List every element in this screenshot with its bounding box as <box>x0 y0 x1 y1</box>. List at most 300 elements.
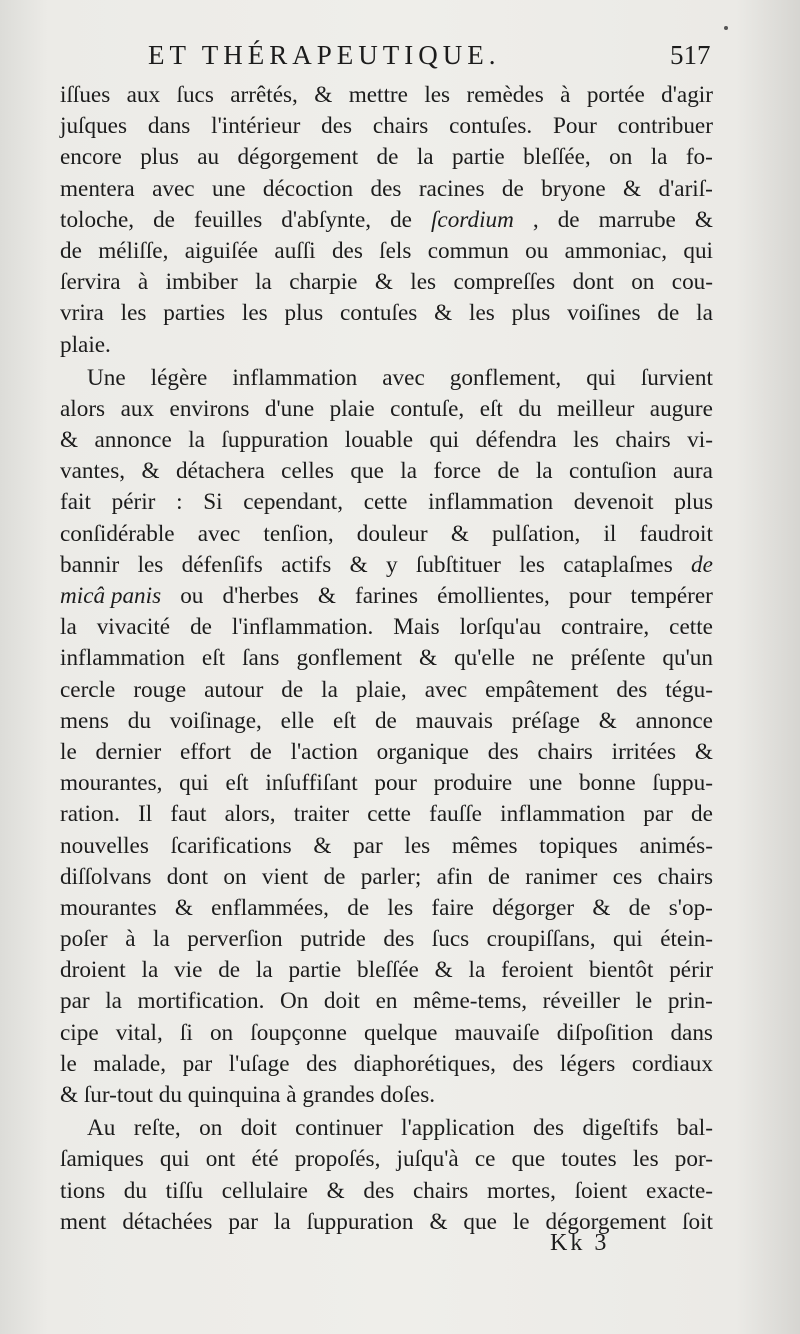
word: Si <box>203 489 223 516</box>
word: les <box>241 300 268 327</box>
word: pour <box>374 770 417 797</box>
word: l'inflammation. <box>231 614 374 641</box>
word: la <box>400 458 418 485</box>
word: des <box>616 676 648 703</box>
word: contuſe, <box>390 395 465 422</box>
word: iſſues <box>60 82 111 108</box>
word: du <box>127 707 151 734</box>
word: encore <box>60 144 122 171</box>
word: détachées <box>122 1208 213 1235</box>
word: étein- <box>660 926 713 953</box>
word: doſes. <box>380 1082 436 1108</box>
word: défendra <box>475 427 557 454</box>
word: tempérer <box>630 583 713 609</box>
word: auſſi <box>274 237 316 264</box>
word: cette <box>363 489 408 516</box>
word: celles <box>281 458 334 485</box>
word: & <box>623 175 642 202</box>
word: plaie <box>329 395 375 422</box>
word: doit <box>323 988 360 1015</box>
word: ſur-tout <box>83 1082 153 1108</box>
word: avec <box>424 676 468 703</box>
word: les <box>573 427 599 454</box>
word: il <box>603 520 617 547</box>
word: été <box>251 1146 279 1173</box>
word: devenoit <box>573 489 654 516</box>
word: contuſion <box>568 458 657 485</box>
word: qu'un <box>662 645 713 672</box>
word: des <box>370 175 402 202</box>
word: douleur <box>356 520 428 547</box>
word: force <box>433 458 482 485</box>
word: bryone <box>541 175 606 202</box>
word: dans <box>147 113 191 140</box>
word: chairs <box>412 1177 469 1204</box>
word: & <box>694 738 713 765</box>
word: pulſation, <box>492 520 581 547</box>
word: en <box>375 988 398 1015</box>
italic-term: micâ panis <box>60 583 162 609</box>
word: d'ariſ- <box>658 175 713 202</box>
word: à <box>137 269 149 296</box>
word: faudroit <box>639 520 713 547</box>
word: on <box>209 1019 234 1046</box>
word: cependant, <box>243 489 344 516</box>
text-line <box>60 363 713 394</box>
word: ſuppuration <box>306 1208 414 1235</box>
word: partie <box>288 957 342 984</box>
word: qui <box>586 364 616 391</box>
word: marrube <box>598 206 676 233</box>
word: les <box>424 82 451 108</box>
word: Au <box>87 1115 116 1142</box>
word: plus <box>674 489 713 516</box>
word: une <box>528 770 563 797</box>
word: de <box>281 676 304 703</box>
word: nouvelles <box>60 832 149 859</box>
word: ſels <box>379 237 412 264</box>
word: & <box>60 427 79 454</box>
text-line <box>60 1144 713 1175</box>
word: imbiber <box>165 269 238 296</box>
page-header <box>0 40 800 80</box>
word: de <box>374 707 397 734</box>
word: émollientes, <box>437 583 550 609</box>
word: aux <box>126 82 161 108</box>
word: des <box>321 113 353 140</box>
word: à <box>286 1082 297 1108</box>
word: compreſſes <box>453 269 556 296</box>
word: & <box>313 832 332 859</box>
word: des <box>533 1115 565 1142</box>
word: détachera <box>175 458 265 485</box>
word: dans <box>670 1019 713 1046</box>
word: cordiaux <box>631 1050 713 1077</box>
word: ration. <box>60 801 120 828</box>
word: plaie. <box>60 331 111 358</box>
word: juſqu'à <box>396 1146 459 1173</box>
word: par <box>643 801 673 828</box>
text-line <box>60 456 713 487</box>
word: la <box>255 269 272 296</box>
text-line <box>60 1113 713 1144</box>
word: inſuffiſant <box>265 770 358 797</box>
word: & <box>326 1177 345 1204</box>
word: dernier <box>95 738 162 765</box>
word: le <box>635 988 653 1015</box>
word: de <box>691 801 713 828</box>
word: vital, <box>115 1019 163 1046</box>
text-line <box>60 675 713 706</box>
word: ces <box>612 863 643 890</box>
word: dont <box>166 863 209 890</box>
word: ce <box>474 1146 496 1173</box>
word: & <box>349 551 368 578</box>
text-line <box>60 643 713 674</box>
text-line <box>60 80 713 111</box>
text-line <box>60 236 713 267</box>
word: aux <box>120 395 155 422</box>
word: pour <box>568 583 612 609</box>
word: légère <box>150 364 208 391</box>
text-line <box>60 519 713 550</box>
word: des <box>363 1177 395 1204</box>
text-line <box>60 986 713 1017</box>
word: dégorger <box>492 894 575 921</box>
word: exacte- <box>646 1177 713 1204</box>
word: même-tems, <box>413 988 528 1015</box>
word: meilleur <box>557 395 635 422</box>
word: de <box>657 300 680 327</box>
word: de <box>501 175 524 202</box>
word: chairs <box>615 427 671 454</box>
word: ſucs <box>176 82 214 108</box>
word: diſpoſition <box>556 1019 654 1046</box>
word: ranimer <box>525 863 598 890</box>
word: tégu- <box>665 676 713 703</box>
word: qui <box>613 926 643 953</box>
word: chairs <box>372 113 429 140</box>
word: de <box>323 863 346 890</box>
word: par <box>182 1050 213 1077</box>
word: mêmes <box>451 832 518 859</box>
text-line <box>60 955 713 986</box>
word: lorſqu'au <box>459 614 542 641</box>
word: plaie, <box>355 676 407 703</box>
word: toloche, <box>60 206 135 233</box>
word: chairs <box>537 738 593 765</box>
text-line <box>60 142 713 173</box>
word: les <box>469 300 495 327</box>
word: inflammation <box>500 801 626 828</box>
word: d'abſynte, <box>281 206 372 233</box>
word: de <box>488 863 510 890</box>
paragraph <box>60 80 713 361</box>
word: : <box>176 489 183 516</box>
word: prin- <box>667 988 713 1015</box>
text-line <box>60 924 713 955</box>
word: de <box>390 206 412 233</box>
word: plus <box>511 300 551 327</box>
word: mortes, <box>486 1177 556 1204</box>
text-line <box>60 1049 713 1080</box>
text-line <box>60 111 713 142</box>
word: bonne <box>579 770 636 797</box>
word: bleſſée, <box>523 144 591 171</box>
text-line <box>60 1018 713 1049</box>
word: parties <box>163 300 226 327</box>
word: y <box>385 551 398 578</box>
word: la <box>141 957 159 984</box>
word: grandes <box>302 1082 375 1108</box>
word: qui <box>179 770 209 797</box>
word: de <box>628 894 651 921</box>
word: les <box>387 894 414 921</box>
text-line <box>60 394 713 425</box>
word: afin <box>436 863 473 890</box>
word: Il <box>138 801 153 828</box>
text-line <box>60 1176 713 1207</box>
word: empâtement <box>485 676 599 703</box>
word: qui <box>683 237 713 264</box>
text-line <box>60 425 713 456</box>
word: commun <box>427 237 509 264</box>
word: voiſines <box>567 300 641 327</box>
word: les <box>519 551 545 578</box>
word: tions <box>60 1177 106 1204</box>
text-line <box>60 893 713 924</box>
word: & <box>174 894 193 921</box>
word: on <box>199 1115 223 1142</box>
word: cellulaire <box>221 1177 308 1204</box>
word: la <box>60 614 77 641</box>
word: quinquina <box>187 1082 281 1108</box>
word: ſuppu- <box>652 770 713 797</box>
word: le <box>60 738 77 765</box>
text-line <box>60 799 713 830</box>
text-line <box>60 487 713 518</box>
word: avec <box>197 520 241 547</box>
word: parler; <box>360 863 422 890</box>
word: & <box>434 957 453 984</box>
word: poſer <box>60 926 108 953</box>
word: ſuppuration <box>221 427 329 454</box>
word: & <box>317 583 336 609</box>
word: actifs <box>281 551 332 578</box>
word: louable <box>344 427 414 454</box>
word: alors <box>60 395 106 422</box>
text-line <box>60 831 713 862</box>
text-line <box>60 581 713 612</box>
word: voiſinage, <box>169 707 262 734</box>
word: irritées <box>611 738 677 765</box>
ink-speck <box>724 26 728 30</box>
text-line <box>60 706 713 737</box>
word: eſt <box>479 395 503 422</box>
word: que <box>350 458 384 485</box>
word: des <box>383 926 415 953</box>
word: l'application <box>401 1115 515 1142</box>
word: portée <box>586 82 645 108</box>
word: la <box>468 957 486 984</box>
word: continuer <box>295 1115 383 1142</box>
word: du <box>123 1177 147 1204</box>
word: putride <box>300 926 366 953</box>
word: des <box>512 1050 544 1077</box>
word: racines <box>418 175 485 202</box>
word: des <box>306 1050 338 1077</box>
word: vi- <box>687 427 713 454</box>
word: ſoient <box>574 1177 628 1204</box>
word: plus <box>140 144 179 171</box>
word: inflammation <box>428 489 554 516</box>
word: au <box>197 144 220 171</box>
word: de <box>497 458 520 485</box>
word: fait <box>60 489 91 516</box>
word: & <box>434 300 453 327</box>
word: ſurvient <box>640 364 713 391</box>
word: mens <box>60 707 109 734</box>
word: ou <box>180 583 204 609</box>
word: gonflement, <box>449 364 562 391</box>
text-line <box>60 267 713 298</box>
word: effort <box>180 738 232 765</box>
word: périr <box>111 489 156 516</box>
word: & <box>429 1208 448 1235</box>
word: qui <box>159 1146 190 1173</box>
word: diſſolvans <box>60 863 152 890</box>
word: & <box>450 520 469 547</box>
word: cette <box>367 801 411 828</box>
word: à <box>125 926 136 953</box>
word: qui <box>429 427 460 454</box>
word: faire <box>431 894 474 921</box>
word: chairs <box>657 863 713 890</box>
word: & <box>314 82 333 108</box>
body-text <box>60 80 713 1238</box>
word: de <box>190 614 212 641</box>
word: mettre <box>348 82 408 108</box>
word: ſervira <box>60 269 121 296</box>
word: on <box>631 269 655 296</box>
word: la <box>650 144 668 171</box>
word: par <box>60 988 90 1015</box>
word: la <box>105 988 122 1015</box>
word: faut <box>170 801 207 828</box>
word: vantes, <box>60 458 126 485</box>
word: l'intérieur <box>211 113 301 140</box>
text-line <box>60 550 713 581</box>
word: s'op- <box>668 894 713 921</box>
word: mourantes, <box>60 770 163 797</box>
signature-mark: Kk 3 <box>550 1230 610 1256</box>
word: croupiſſans, <box>486 926 596 953</box>
running-head: ET THÉRAPEUTIQUE. <box>148 40 501 70</box>
word: charpie <box>289 269 358 296</box>
word: mentera <box>60 175 135 202</box>
word: on <box>609 144 633 171</box>
word: le <box>512 1208 530 1235</box>
word: & <box>694 206 713 233</box>
word: la <box>416 144 434 171</box>
word: la <box>153 926 170 953</box>
word: tiſſu <box>165 1177 204 1204</box>
word: légers <box>559 1050 616 1077</box>
word: on <box>223 863 247 890</box>
word: contuſes <box>340 300 418 327</box>
word: avec <box>382 364 425 391</box>
word: les <box>120 300 147 327</box>
word: & <box>60 1082 79 1108</box>
word: des <box>487 738 519 765</box>
word: vient <box>261 863 309 890</box>
word: vrira <box>60 300 104 327</box>
word: l'uſage <box>228 1050 290 1077</box>
word: de <box>153 206 175 233</box>
word: la <box>535 458 553 485</box>
word: plus <box>284 300 324 327</box>
word: arrêtés, <box>230 82 298 108</box>
word: ment <box>60 1208 107 1235</box>
word: & <box>141 458 160 485</box>
word: animés- <box>639 832 713 859</box>
word: ſamiques <box>60 1146 144 1173</box>
word: por- <box>674 1146 713 1173</box>
word: la <box>696 300 713 327</box>
word: mauvaiſe <box>454 1019 540 1046</box>
word: de <box>60 237 82 264</box>
word: annonce <box>635 707 713 734</box>
word: du <box>158 1082 182 1108</box>
word: topiques <box>539 832 618 859</box>
word: & <box>598 707 617 734</box>
word: d'herbes <box>222 583 299 609</box>
text-line <box>60 330 713 361</box>
word: tenſion, <box>263 520 334 547</box>
word: elle <box>280 707 315 734</box>
word: les <box>404 832 431 859</box>
word: de <box>249 738 272 765</box>
word: perverſion <box>187 926 283 953</box>
word: augure <box>649 395 713 422</box>
text-line <box>60 1080 713 1111</box>
word: les <box>137 551 164 578</box>
word: eſt <box>201 645 226 672</box>
word: contribuer <box>617 113 713 140</box>
word: du <box>518 395 542 422</box>
word: la <box>188 427 205 454</box>
word: les <box>410 269 437 296</box>
word: , <box>532 206 539 233</box>
word: Une <box>87 364 126 391</box>
word: produire <box>433 770 513 797</box>
word: mortification. <box>137 988 265 1015</box>
word: & <box>419 645 438 672</box>
word: d'une <box>264 395 315 422</box>
italic-term: de <box>691 551 713 578</box>
word: eſt <box>225 770 249 797</box>
word: malade, <box>93 1050 167 1077</box>
word: ſucs <box>431 926 470 953</box>
word: périr <box>669 957 713 984</box>
word: méliſſe, <box>98 237 169 264</box>
word: vivacité <box>96 614 171 641</box>
paragraph <box>60 363 713 1112</box>
word: feroient <box>501 957 574 984</box>
word: annonce <box>94 427 172 454</box>
word: inflammation <box>60 645 185 672</box>
word: ſi <box>179 1019 193 1046</box>
